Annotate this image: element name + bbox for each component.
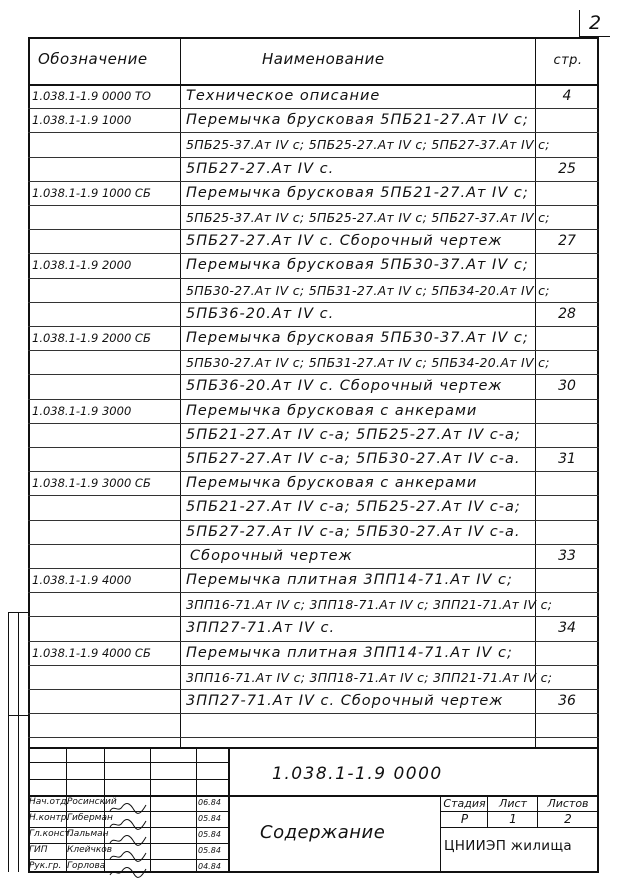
stamp-sheets: 2 bbox=[564, 812, 572, 826]
row-code: 1.038.1-1.9 1000 bbox=[32, 113, 132, 128]
signature-role: Нач.отд. bbox=[29, 797, 70, 807]
row-code: 1.038.1-1.9 2000 СБ bbox=[32, 331, 151, 345]
row-name: Перемычка брусковая 5ПБ21-27.Ат IV с; bbox=[186, 112, 529, 129]
row-name: Перемычка брусковая 5ПБ30-37.Ат IV с; bbox=[186, 257, 529, 274]
row-separator bbox=[28, 108, 599, 109]
row-name: 5ПБ27-27.Ат IV с-а; 5ПБ30-27.Ат IV с-а. bbox=[186, 523, 521, 540]
row-code: 1.038.1-1.9 3000 СБ bbox=[32, 476, 151, 491]
row-code: 1.038.1-1.9 2000 bbox=[32, 258, 132, 273]
binding-strip-divider bbox=[8, 715, 28, 716]
row-name: Перемычка брусковая 5ПБ21-27.Ат IV с; bbox=[186, 184, 529, 201]
binding-strip-line bbox=[8, 612, 9, 872]
row-separator bbox=[28, 157, 599, 158]
row-separator bbox=[28, 713, 599, 714]
header-page: стр. bbox=[553, 53, 583, 68]
stamp-sheets-label: Листов bbox=[547, 797, 589, 810]
row-name: 3ПП27-71.Ат IV с. bbox=[186, 620, 336, 637]
row-separator bbox=[28, 278, 599, 279]
row-separator bbox=[28, 350, 599, 351]
row-separator bbox=[28, 592, 599, 593]
row-separator bbox=[28, 568, 599, 569]
stamp-organization: ЦНИИЭП жилища bbox=[444, 838, 572, 854]
stamp-sheet-label: Лист bbox=[499, 797, 527, 810]
row-name: Перемычка плитная 3ПП14-71.Ат IV с; bbox=[186, 572, 513, 588]
row-name: 5ПБ27-27.Ат IV с. bbox=[186, 160, 335, 177]
handwritten-signature bbox=[108, 863, 148, 875]
row-code: 1.038.1-1.9 3000 bbox=[32, 403, 132, 418]
row-separator bbox=[28, 665, 599, 666]
row-code: 1.038.1-1.9 0000 ТО bbox=[32, 89, 151, 103]
row-name: 5ПБ21-27.Ат IV с-а; 5ПБ25-27.Ат IV с-а; bbox=[186, 499, 521, 516]
signature-date: 06.84 bbox=[198, 798, 221, 807]
row-name: Перемычка брусковая 5ПБ30-37.Ат IV с; bbox=[186, 330, 529, 346]
row-name: Перемычка брусковая с анкерами bbox=[186, 402, 478, 419]
binding-strip-line bbox=[18, 612, 19, 872]
row-separator bbox=[28, 544, 599, 545]
row-page: 36 bbox=[558, 693, 576, 709]
signature-date: 04.84 bbox=[198, 862, 221, 871]
signature-name: Гиберман bbox=[67, 813, 113, 823]
row-code: 1.038.1-1.9 4000 СБ bbox=[32, 645, 151, 660]
row-name: 3ПП16-71.Ат IV с; 3ПП18-71.Ат IV с; 3ПП21-71.Ат IV с; bbox=[186, 669, 553, 685]
row-code: 1.038.1-1.9 4000 bbox=[32, 573, 132, 587]
handwritten-signature bbox=[108, 831, 148, 843]
row-page: 34 bbox=[558, 620, 576, 637]
row-page: 28 bbox=[558, 305, 576, 322]
stamp-document-code: 1.038.1-1.9 0000 bbox=[272, 764, 443, 784]
row-separator bbox=[28, 229, 599, 230]
handwritten-signature bbox=[108, 799, 148, 811]
sheet-number: 2 bbox=[579, 10, 610, 37]
row-separator bbox=[28, 641, 599, 642]
header-name: Наименование bbox=[262, 50, 385, 68]
signature-role: Рук.гр. bbox=[29, 861, 62, 871]
signature-name: Клейчков bbox=[67, 845, 113, 855]
row-name: 5ПБ25-37.Ат IV с; 5ПБ25-27.Ат IV с; 5ПБ27-37.Ат IV с; bbox=[186, 137, 550, 153]
row-separator bbox=[28, 616, 599, 617]
row-separator bbox=[28, 374, 599, 375]
row-page: 31 bbox=[558, 451, 576, 467]
row-separator bbox=[28, 253, 599, 254]
row-page: 33 bbox=[558, 547, 576, 564]
row-name: 3ПП27-71.Ат IV с. Сборочный чертеж bbox=[186, 693, 504, 709]
row-page: 30 bbox=[558, 378, 576, 395]
stamp-sheet: 1 bbox=[509, 812, 517, 826]
stamp-stage: Р bbox=[460, 812, 469, 826]
header-designation: Обозначение bbox=[38, 50, 148, 68]
row-page: 27 bbox=[558, 233, 576, 250]
row-separator bbox=[28, 520, 599, 521]
row-name: Перемычка брусковая с анкерами bbox=[186, 475, 478, 492]
handwritten-signature bbox=[108, 847, 148, 859]
row-separator bbox=[28, 181, 599, 182]
row-page: 25 bbox=[558, 160, 576, 177]
row-name: 5ПБ30-27.Ат IV с; 5ПБ31-27.Ат IV с; 5ПБ34-20.Ат IV с; bbox=[186, 282, 550, 298]
signature-name: Росинский bbox=[67, 797, 117, 807]
header-separator bbox=[28, 84, 599, 86]
row-separator bbox=[28, 471, 599, 472]
signature-name: Пальман bbox=[67, 829, 109, 839]
row-separator bbox=[28, 495, 599, 496]
row-name: Сборочный чертеж bbox=[190, 547, 353, 564]
row-separator bbox=[28, 689, 599, 690]
stamp-stage-label: Стадия bbox=[443, 797, 486, 810]
row-name: Перемычка плитная 3ПП14-71.Ат IV с; bbox=[186, 644, 513, 661]
binding-strip-divider bbox=[8, 612, 28, 613]
row-separator bbox=[28, 132, 599, 133]
signature-name: Горлова bbox=[67, 861, 106, 871]
row-name: 5ПБ21-27.Ат IV с-а; 5ПБ25-27.Ат IV с-а; bbox=[186, 426, 521, 443]
row-name: Техническое описание bbox=[186, 88, 381, 104]
row-separator bbox=[28, 205, 599, 206]
row-name: 5ПБ30-27.Ат IV с; 5ПБ31-27.Ат IV с; 5ПБ34-20.Ат IV с; bbox=[186, 355, 550, 371]
row-separator bbox=[28, 423, 599, 424]
row-separator bbox=[28, 447, 599, 448]
handwritten-signature bbox=[108, 815, 148, 827]
signature-role: ГИП bbox=[29, 845, 48, 855]
signature-role: Н.контр. bbox=[29, 813, 70, 823]
row-name: 5ПБ27-27.Ат IV с-а; 5ПБ30-27.Ат IV с-а. bbox=[186, 451, 521, 467]
row-name: 5ПБ27-27.Ат IV с. Сборочный чертеж bbox=[186, 233, 503, 250]
row-separator bbox=[28, 302, 599, 303]
signature-date: 05.84 bbox=[198, 830, 221, 839]
row-name: 5ПБ36-20.Ат IV с. Сборочный чертеж bbox=[186, 378, 503, 395]
row-page: 4 bbox=[562, 88, 572, 104]
signature-role: Гл.конст. bbox=[29, 829, 73, 839]
row-name: 5ПБ25-37.Ат IV с; 5ПБ25-27.Ат IV с; 5ПБ27-37.Ат IV с; bbox=[186, 210, 550, 225]
row-code: 1.038.1-1.9 1000 СБ bbox=[32, 185, 151, 200]
row-name: 5ПБ36-20.Ат IV с. bbox=[186, 305, 335, 322]
row-name: 3ПП16-71.Ат IV с; 3ПП18-71.Ат IV с; 3ПП21-71.Ат IV с; bbox=[186, 597, 553, 613]
row-separator bbox=[28, 737, 599, 738]
row-separator bbox=[28, 326, 599, 327]
signature-date: 05.84 bbox=[198, 814, 221, 823]
signature-date: 05.84 bbox=[198, 846, 221, 855]
stamp-title: Содержание bbox=[260, 822, 386, 843]
row-separator bbox=[28, 399, 599, 400]
